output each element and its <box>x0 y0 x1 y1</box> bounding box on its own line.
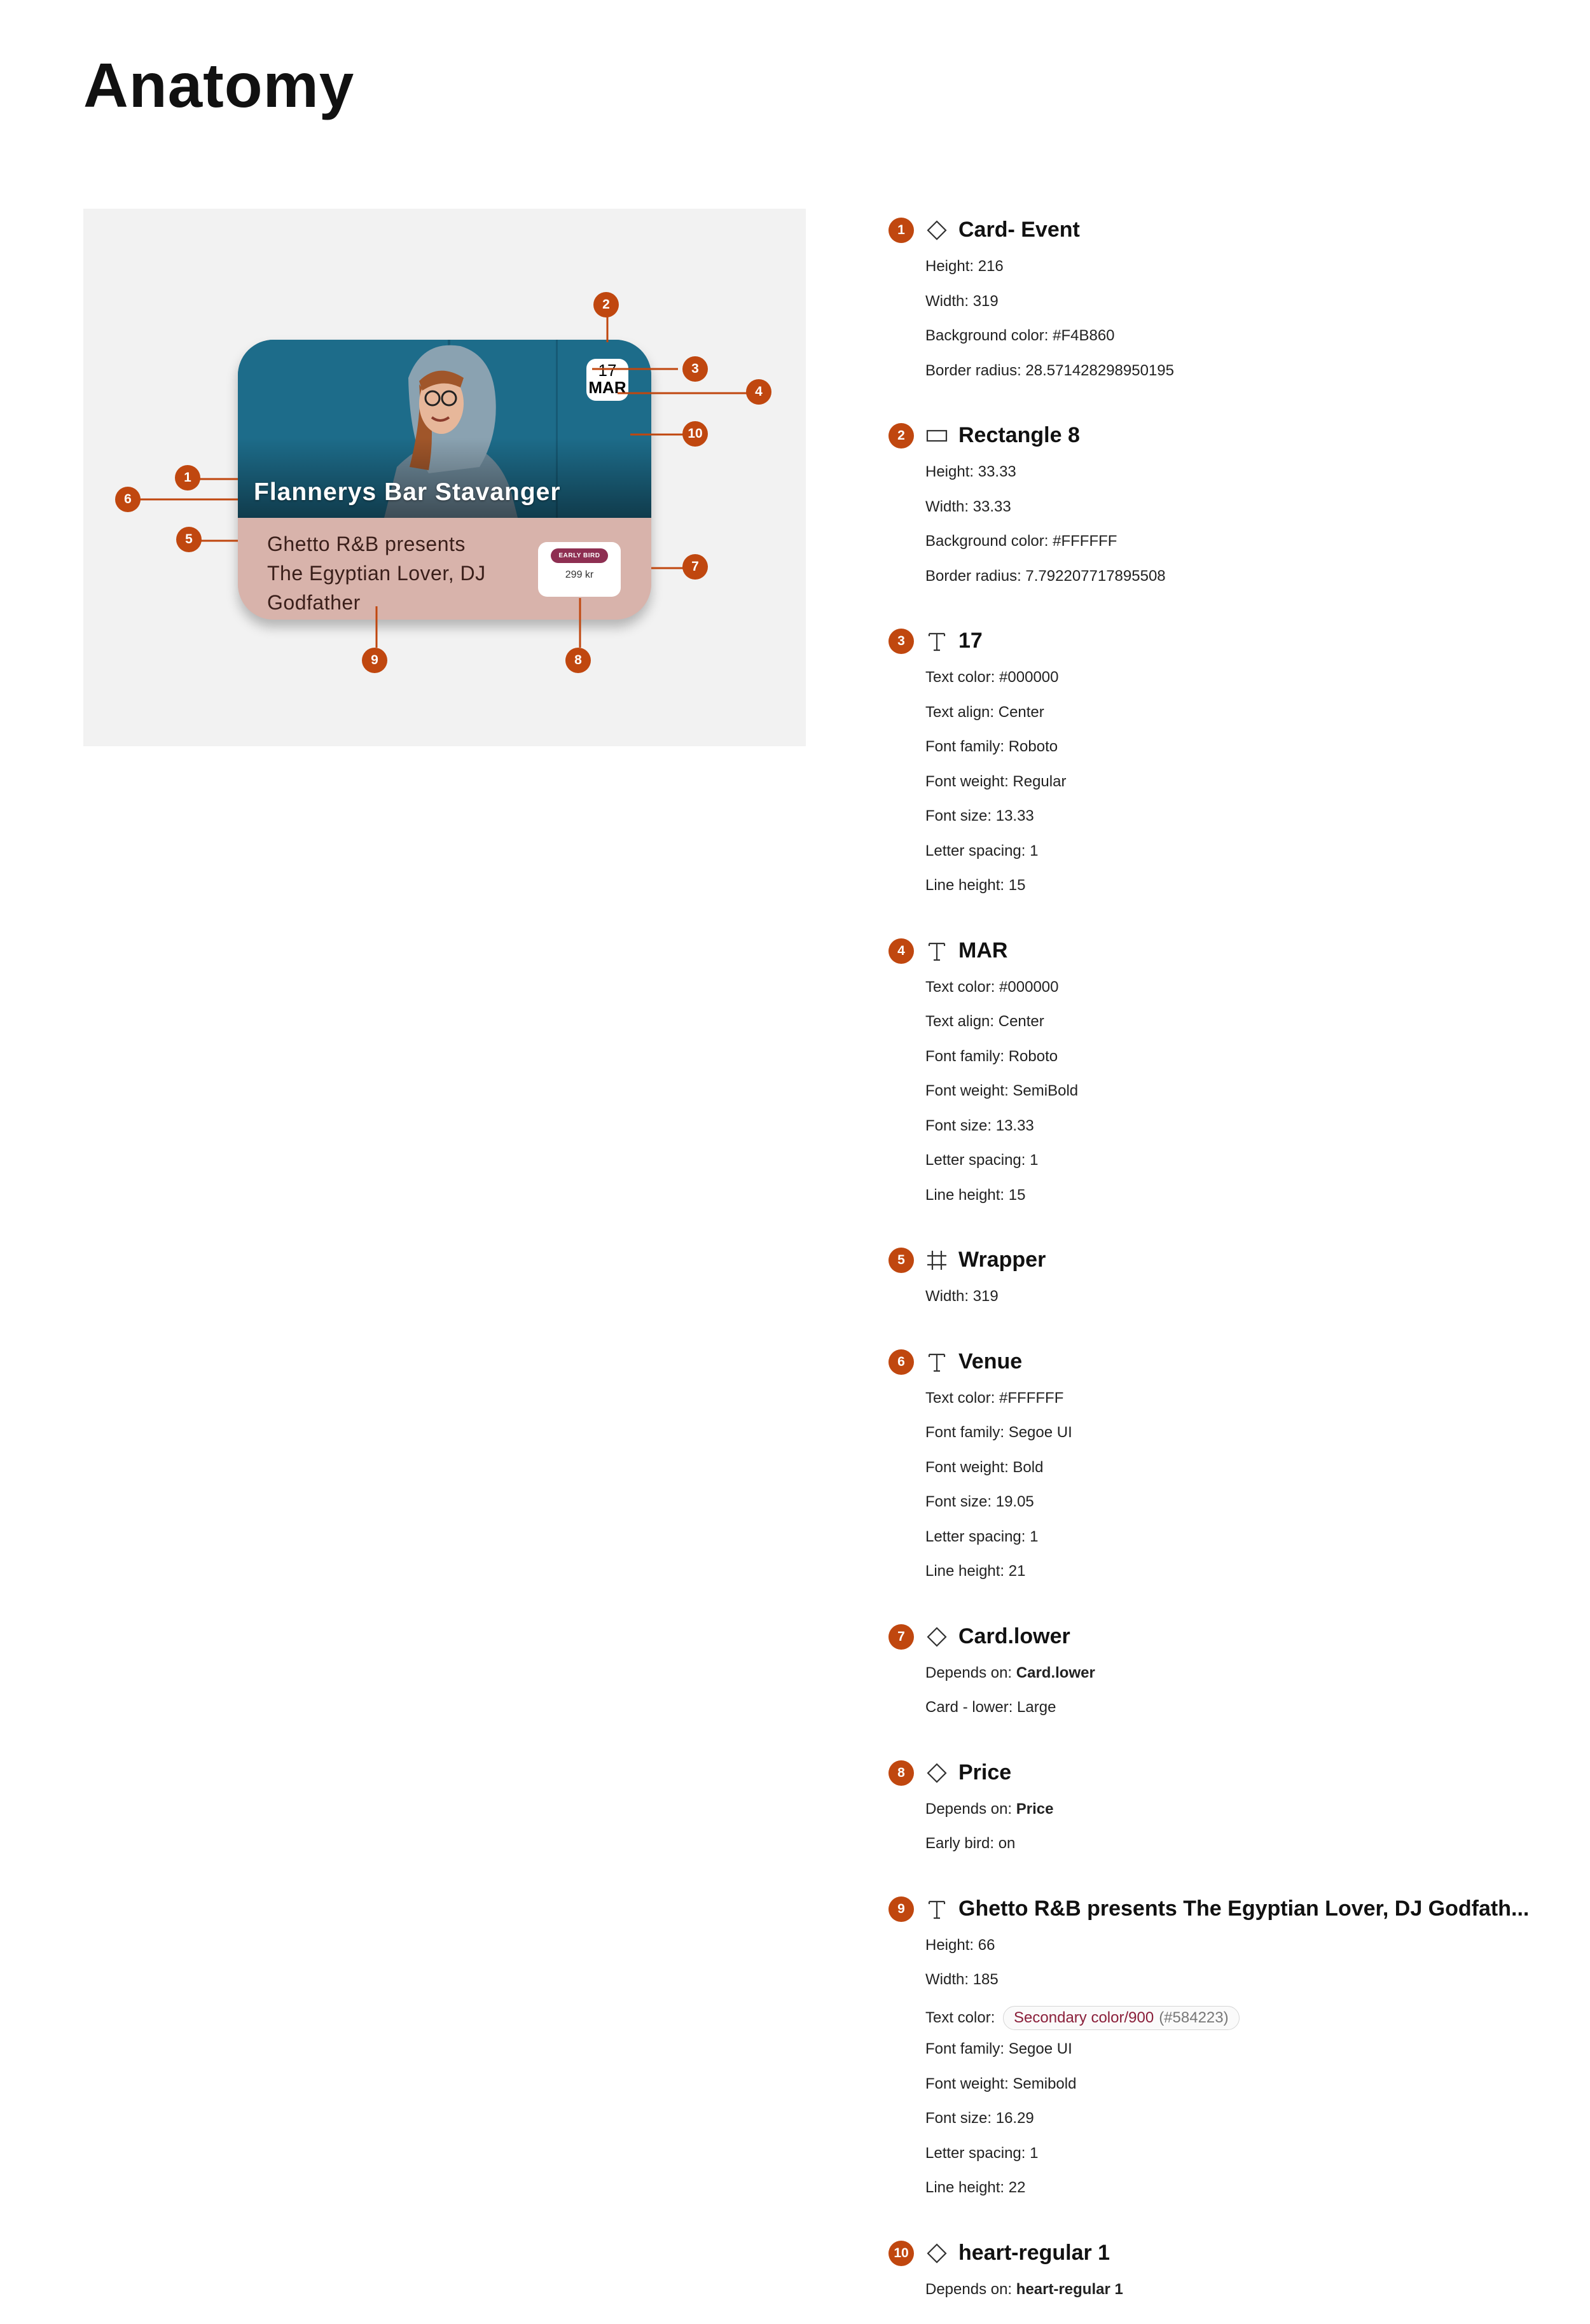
spec-property <box>925 2040 1072 2058</box>
property-label: Depends on: <box>925 1664 1016 1681</box>
rectangle-icon <box>925 424 948 447</box>
property-value: 1 <box>1030 2144 1039 2162</box>
property-value: 28.571428298950195 <box>1025 361 1174 379</box>
spec-property <box>925 978 1058 996</box>
frame-icon <box>925 1249 948 1272</box>
property-label: Card - lower: <box>925 1699 1018 1716</box>
callout-6: 6 <box>115 487 141 512</box>
property-label: Text color: <box>925 1389 1000 1407</box>
property-value: Center <box>998 703 1044 721</box>
component-icon <box>925 1625 948 1648</box>
spec-property <box>925 1152 1038 1169</box>
spec-number-6: 6 <box>888 1349 914 1375</box>
property-label: Letter spacing: <box>925 842 1030 859</box>
property-label: Letter spacing: <box>925 1152 1030 1169</box>
price-amount: 299 kr <box>565 569 594 580</box>
spec-property <box>925 1186 1025 1204</box>
property-value[interactable]: Price <box>1016 1800 1054 1818</box>
property-label: Letter spacing: <box>925 2144 1030 2162</box>
spec-property <box>925 1082 1078 1100</box>
spec-property <box>925 1389 1063 1407</box>
property-value: Regular <box>1013 772 1067 790</box>
spec-number-1: 1 <box>888 218 914 243</box>
date-month: MAR <box>588 378 626 397</box>
spec-property <box>925 1048 1058 1066</box>
callout-5: 5 <box>176 527 202 552</box>
property-label: Border radius: <box>925 361 1026 379</box>
property-label: Font size: <box>925 807 996 825</box>
property-label: Line height: <box>925 1562 1009 1580</box>
text-icon <box>925 1351 948 1374</box>
property-value: #F4B860 <box>1053 327 1115 344</box>
spec-number-3: 3 <box>888 629 914 654</box>
property-label: Height: <box>925 258 978 275</box>
property-label: Font size: <box>925 2110 996 2127</box>
callout-7: 7 <box>682 554 708 580</box>
callout-9: 9 <box>362 648 387 673</box>
venue-label: Flannerys Bar Stavanger <box>254 478 561 506</box>
spec-property <box>925 1971 999 1989</box>
page-title: Anatomy <box>83 50 355 120</box>
property-value: Bold <box>1013 1458 1044 1476</box>
spec-property <box>925 567 1166 585</box>
spec-number-2: 2 <box>888 423 914 449</box>
property-label: Line height: <box>925 1186 1009 1204</box>
spec-property <box>925 1117 1034 1135</box>
spec-title: Wrapper <box>958 1248 1046 1272</box>
property-value: 1 <box>1030 1152 1039 1169</box>
spec-property <box>925 1699 1056 1716</box>
property-value: 15 <box>1008 877 1026 894</box>
property-value: Large <box>1017 1699 1056 1716</box>
callout-8: 8 <box>565 648 591 673</box>
event-title-line: Ghetto R&B presents <box>267 532 466 555</box>
property-value: 319 <box>972 1288 999 1305</box>
property-label: Text color: <box>925 978 1000 996</box>
spec-number-5: 5 <box>888 1248 914 1273</box>
spec-property <box>925 258 1004 275</box>
spec-property <box>925 738 1058 756</box>
spec-property <box>925 1424 1072 1442</box>
spec-property <box>925 327 1115 345</box>
spec-property <box>925 362 1174 380</box>
property-label: Letter spacing: <box>925 1527 1030 1545</box>
property-label: Text align: <box>925 703 999 721</box>
property-value: 13.33 <box>995 1117 1034 1134</box>
property-value: Semibold <box>1013 2075 1077 2092</box>
spec-title: Card- Event <box>958 218 1080 242</box>
spec-title: Price <box>958 1760 1012 1785</box>
property-value: 21 <box>1008 1562 1026 1580</box>
spec-property <box>925 669 1058 686</box>
spec-property <box>925 1664 1095 1682</box>
property-label: Height: <box>925 463 978 480</box>
spec-title: Card.lower <box>958 1624 1070 1648</box>
spec-title: MAR <box>958 938 1008 963</box>
spec-number-4: 4 <box>888 938 914 964</box>
callout-1: 1 <box>175 465 200 491</box>
spec-property <box>925 842 1038 860</box>
property-label: Width: <box>925 292 973 310</box>
component-icon <box>925 219 948 242</box>
token-hex: (#584223) <box>1159 2008 1229 2026</box>
property-label: Line height: <box>925 877 1009 894</box>
spec-property <box>925 2179 1025 2197</box>
property-label: Border radius: <box>925 567 1026 585</box>
text-icon <box>925 1898 948 1921</box>
date-day: 17 <box>598 361 617 380</box>
callout-2: 2 <box>593 292 619 317</box>
early-bird-badge: EARLY BIRD <box>551 548 607 563</box>
property-label: Background color: <box>925 532 1053 550</box>
property-label: Font family: <box>925 738 1009 755</box>
spec-property <box>925 2075 1076 2093</box>
property-value: #FFFFFF <box>999 1389 1064 1407</box>
spec-property <box>925 704 1044 721</box>
text-icon <box>925 630 948 653</box>
property-label: Width: <box>925 498 973 515</box>
spec-number-7: 7 <box>888 1624 914 1650</box>
property-value: Roboto <box>1008 1047 1058 1065</box>
spec-title: Venue <box>958 1349 1023 1374</box>
component-icon <box>925 1762 948 1785</box>
property-label: Height: <box>925 1936 978 1954</box>
property-label: Line height: <box>925 2179 1009 2196</box>
property-label: Font family: <box>925 1424 1009 1441</box>
spec-property <box>925 1288 999 1305</box>
property-label: Width: <box>925 1288 973 1305</box>
property-value: #FFFFFF <box>1053 532 1117 550</box>
spec-property <box>925 877 1025 894</box>
property-label: Depends on: <box>925 1800 1016 1818</box>
property-value: 185 <box>972 1971 999 1988</box>
spec-property <box>925 807 1034 825</box>
card-preview-panel <box>83 209 806 746</box>
spec-title: 17 <box>958 629 983 653</box>
spec-property <box>925 1835 1015 1853</box>
property-label: Text color: <box>925 669 1000 686</box>
property-value: #000000 <box>999 978 1059 996</box>
property-label: Width: <box>925 1971 973 1988</box>
spec-property <box>925 1013 1044 1031</box>
property-label: Font family: <box>925 2040 1009 2057</box>
property-value: 319 <box>972 292 999 310</box>
spec-property <box>925 1459 1043 1477</box>
property-label: Depends on: <box>925 2280 1016 2298</box>
property-value: 19.05 <box>995 1493 1034 1510</box>
property-value: 216 <box>978 258 1004 275</box>
property-label: Font weight: <box>925 1458 1013 1476</box>
property-value[interactable]: heart-regular 1 <box>1016 2280 1123 2298</box>
property-label: Font size: <box>925 1493 996 1510</box>
property-label: Text color: <box>925 2008 1000 2026</box>
spec-property <box>925 1562 1025 1580</box>
event-title-line: The Egyptian Lover, DJ <box>267 562 486 585</box>
text-icon <box>925 940 948 963</box>
property-value: Center <box>998 1013 1044 1030</box>
spec-property <box>925 2110 1034 2127</box>
event-title-line: Godfather <box>267 591 361 614</box>
callout-3: 3 <box>682 356 708 382</box>
token-name: Secondary color/900 <box>1014 2008 1154 2026</box>
spec-property <box>925 2281 1123 2299</box>
callout-10: 10 <box>682 421 708 447</box>
property-label: Font weight: <box>925 2075 1013 2092</box>
property-label: Font size: <box>925 1117 996 1134</box>
spec-property <box>925 532 1117 550</box>
spec-number-9: 9 <box>888 1896 914 1922</box>
spec-title: heart-regular 1 <box>958 2240 1110 2265</box>
property-label: Background color: <box>925 327 1053 344</box>
property-value: Segoe UI <box>1008 1424 1072 1441</box>
property-value: 13.33 <box>995 807 1034 825</box>
callout-4: 4 <box>746 379 771 405</box>
spec-number-8: 8 <box>888 1760 914 1786</box>
spec-title: Rectangle 8 <box>958 423 1080 447</box>
property-value: 1 <box>1030 842 1039 859</box>
spec-property <box>925 2145 1038 2162</box>
component-icon <box>925 2242 948 2265</box>
property-value: Roboto <box>1008 738 1058 755</box>
color-token-chip[interactable] <box>1003 2006 1240 2030</box>
property-value: 33.33 <box>978 463 1016 480</box>
spec-property <box>925 773 1066 791</box>
spec-property <box>925 1493 1034 1511</box>
property-value: 33.33 <box>972 498 1011 515</box>
spec-property <box>925 2006 1240 2030</box>
property-value: 16.29 <box>995 2110 1034 2127</box>
spec-property <box>925 463 1016 481</box>
property-label: Font weight: <box>925 772 1013 790</box>
property-label: Font weight: <box>925 1082 1013 1099</box>
property-value: 15 <box>1008 1186 1026 1204</box>
property-value: SemiBold <box>1013 1082 1079 1099</box>
property-value: 1 <box>1030 1527 1039 1545</box>
property-label: Font family: <box>925 1047 1009 1065</box>
property-label: Text align: <box>925 1013 999 1030</box>
property-label: Early bird: <box>925 1835 999 1852</box>
property-value: 66 <box>978 1936 995 1954</box>
spec-property <box>925 1800 1054 1818</box>
spec-property <box>925 293 999 310</box>
property-value: Segoe UI <box>1008 2040 1072 2057</box>
spec-property <box>925 1528 1038 1546</box>
spec-number-10: 10 <box>888 2241 914 2266</box>
spec-property <box>925 498 1011 516</box>
property-value: #000000 <box>999 669 1059 686</box>
property-value: 22 <box>1008 2179 1026 2196</box>
property-value: 7.792207717895508 <box>1025 567 1166 585</box>
property-value[interactable]: Card.lower <box>1016 1664 1095 1681</box>
spec-property <box>925 1937 995 1954</box>
property-value: on <box>998 1835 1016 1852</box>
spec-title: Ghetto R&B presents The Egyptian Lover, DJ Godfath... <box>958 1896 1530 1921</box>
